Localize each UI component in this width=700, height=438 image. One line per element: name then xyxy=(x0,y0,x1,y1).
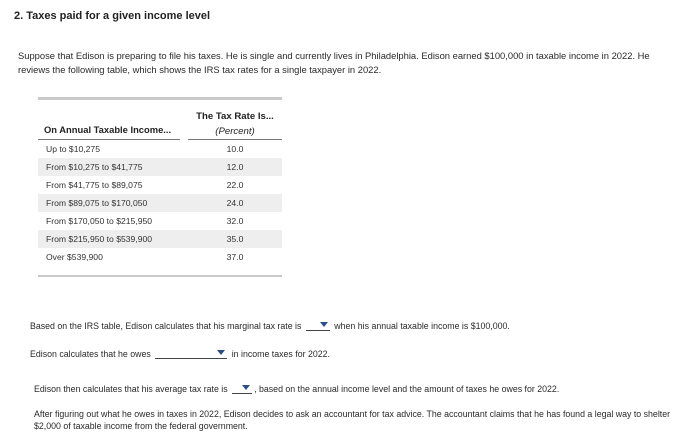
marginal-rate-text-before: Based on the IRS table, Edison calculates that his marginal tax rate is xyxy=(30,321,302,331)
rate-column-header: The Tax Rate Is... xyxy=(196,111,274,122)
accountant-paragraph: After figuring out what he owes in taxes in 2022, Edison decides to ask an accountant for tax advice. The accountant claims that he has found a legal way to shelter $2,000 of taxable income from the federal government. xyxy=(34,409,671,431)
table-top-rule xyxy=(38,97,282,100)
income-bracket: From $215,950 to $539,900 xyxy=(46,234,153,244)
table-bottom-rule xyxy=(38,275,282,277)
income-bracket: Over $539,900 xyxy=(46,252,103,262)
income-bracket: Up to $10,275 xyxy=(46,144,100,154)
chevron-down-icon xyxy=(242,385,250,390)
table-body xyxy=(38,140,282,266)
table-row xyxy=(38,212,282,230)
table-row xyxy=(38,176,282,194)
tax-rate: 24.0 xyxy=(226,198,244,208)
tax-rate-table xyxy=(38,97,282,277)
tax-rate: 22.0 xyxy=(226,180,244,190)
table-row xyxy=(38,158,282,176)
table-row xyxy=(38,248,282,266)
income-bracket: From $89,075 to $170,050 xyxy=(46,198,148,208)
chevron-down-icon xyxy=(217,350,225,355)
table-row xyxy=(38,140,282,158)
income-bracket: From $41,775 to $89,075 xyxy=(46,180,143,190)
marginal-rate-text-after: when his annual taxable income is $100,000. xyxy=(334,321,510,331)
tax-rate: 10.0 xyxy=(226,144,244,154)
taxes-owed-text-after: in income taxes for 2022. xyxy=(231,349,330,359)
table-row xyxy=(38,230,282,248)
tax-rate: 32.0 xyxy=(226,216,244,226)
tax-rate: 35.0 xyxy=(226,234,244,244)
taxes-owed-text-before: Edison calculates that he owes xyxy=(30,349,151,359)
marginal-rate-dropdown[interactable] xyxy=(306,320,330,331)
tax-rate: 37.0 xyxy=(226,252,244,262)
income-column-header: On Annual Taxable Income... xyxy=(44,124,172,135)
rate-column-subheader: (Percent) xyxy=(215,126,255,137)
average-rate-statement xyxy=(34,383,559,394)
question-intro: Suppose that Edison is preparing to file his taxes. He is single and currently lives in Philadelphia. Edison earned $100,000 in taxable income in 2022. He reviews the following table, which shows the IRS tax rates for a single taxpayer in 2022. xyxy=(18,50,650,75)
taxes-owed-statement xyxy=(30,348,330,359)
marginal-rate-statement xyxy=(30,320,510,331)
average-rate-text-after: , based on the annual income level and the amount of taxes he owes for 2022. xyxy=(254,384,560,394)
table-row xyxy=(38,194,282,212)
taxes-owed-dropdown[interactable] xyxy=(155,348,227,359)
average-rate-text-before: Edison then calculates that his average tax rate is xyxy=(34,384,228,394)
income-bracket: From $10,275 to $41,775 xyxy=(46,162,143,172)
income-bracket: From $170,050 to $215,950 xyxy=(46,216,153,226)
chevron-down-icon xyxy=(320,322,328,327)
question-title: 2. Taxes paid for a given income level xyxy=(14,10,211,22)
tax-rate: 12.0 xyxy=(226,162,244,172)
average-rate-dropdown[interactable] xyxy=(232,383,252,394)
